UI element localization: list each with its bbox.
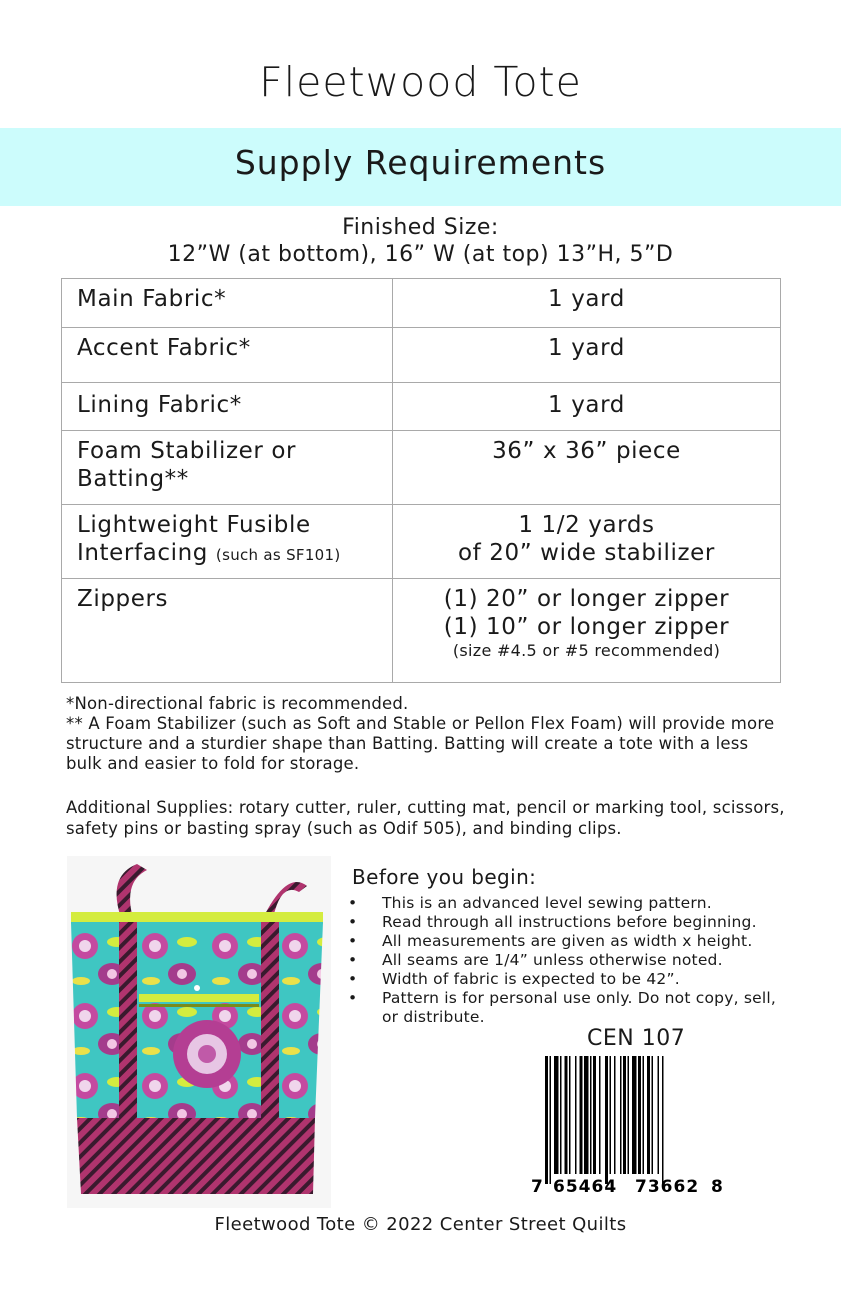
barcode-bar: [605, 1056, 608, 1184]
list-item-text: Pattern is for personal use only. Do not copy, sell, or distribute.: [382, 989, 776, 1026]
barcode-graphic: [531, 1056, 726, 1196]
list-item: [348, 932, 788, 951]
barcode-digit: 8: [711, 1177, 723, 1196]
supply-qty: [393, 579, 781, 683]
supply-qty: 1 yard: [393, 328, 781, 383]
barcode-bar: [638, 1056, 641, 1174]
barcode-bar: [580, 1056, 583, 1174]
fabric-notes: [66, 694, 786, 774]
barcode-bar: [643, 1056, 645, 1174]
barcode-bar: [632, 1056, 637, 1174]
barcode-bar: [647, 1056, 650, 1174]
tote-bag-photo: [67, 856, 331, 1208]
bullet-icon: •: [348, 989, 358, 1007]
bullet-icon: •: [348, 913, 358, 931]
page-title: Fleetwood Tote: [259, 58, 582, 106]
barcode-bar: [628, 1056, 630, 1174]
supply-item-line: Lightweight Fusible: [77, 512, 311, 538]
supply-table: [61, 278, 781, 683]
note-text: *Non-directional fabric is recommended.: [66, 694, 409, 713]
barcode-bar: [662, 1056, 664, 1184]
supply-item: Main Fabric*: [62, 279, 393, 328]
barcode-bar: [610, 1056, 612, 1174]
supply-item-line: [77, 539, 377, 569]
list-item: [348, 894, 788, 913]
barcode-bar: [550, 1056, 552, 1184]
finished-size-label: Finished Size:: [342, 215, 499, 240]
barcode-digit: 7: [531, 1177, 543, 1196]
supply-qty-line: (1) 20” or longer zipper: [443, 586, 730, 612]
table-row: [62, 505, 781, 579]
supply-qty-line: 1 1/2 yards: [518, 512, 655, 538]
tote-bag-illustration: [67, 856, 331, 1208]
barcode-bar: [560, 1056, 562, 1174]
supply-qty-note: (size #4.5 or #5 recommended): [452, 641, 721, 660]
bullet-icon: •: [348, 932, 358, 950]
bullet-icon: •: [348, 894, 358, 912]
barcode-bar: [565, 1056, 568, 1174]
product-code: CEN 107: [587, 1026, 686, 1051]
barcode-bar: [575, 1056, 577, 1174]
table-row: [62, 279, 781, 328]
supply-qty: 36” x 36” piece: [393, 431, 781, 505]
barcode-bar: [614, 1056, 616, 1174]
supply-item: Accent Fabric*: [62, 328, 393, 383]
table-row: [62, 383, 781, 431]
supply-qty-line: of 20” wide stabilizer: [458, 540, 715, 566]
barcode-bar: [620, 1056, 622, 1174]
list-item: [348, 951, 788, 970]
barcode-bar: [590, 1056, 592, 1174]
section-title: Supply Requirements: [234, 143, 607, 182]
supply-item: Zippers: [62, 579, 393, 683]
barcode-bar: [545, 1056, 548, 1184]
list-item-text: All seams are 1/4” unless otherwise noted.: [382, 951, 723, 969]
list-item-text: Width of fabric is expected to be 42”.: [382, 970, 680, 988]
supply-item: Lining Fabric*: [62, 383, 393, 431]
supply-item-line: Batting**: [77, 466, 189, 492]
supply-item-line: Foam Stabilizer or: [77, 438, 297, 464]
list-item: [348, 989, 788, 1027]
barcode-bar: [599, 1056, 601, 1174]
list-item: [348, 913, 788, 932]
supply-item: [62, 431, 393, 505]
finished-size: [0, 214, 841, 268]
barcode-bar: [554, 1056, 559, 1174]
note-text: ** A Foam Stabilizer (such as Soft and Stable or Pellon Flex Foam) will provide more structure and a sturdier shape than Batting. Batting will create a tote with a less bulk and easier to fold for storage.: [66, 714, 775, 773]
barcode-bar: [584, 1056, 589, 1174]
before-list: [348, 894, 788, 1027]
supply-qty: [393, 505, 781, 579]
additional-supplies: Additional Supplies: rotary cutter, ruler, cutting mat, pencil or marking tool, scissors, safety pins or basting spray (such as Odif 505), and binding clips.: [66, 798, 785, 838]
barcode-bar: [658, 1056, 660, 1174]
finished-size-value: 12”W (at bottom), 16” W (at top) 13”H, 5”D: [167, 242, 674, 267]
barcode-bar: [569, 1056, 571, 1174]
barcode-digits: 65464: [553, 1177, 618, 1196]
barcode-bar: [623, 1056, 626, 1174]
barcode-digits: 73662: [635, 1177, 700, 1196]
barcode: [531, 1056, 726, 1196]
bullet-icon: •: [348, 951, 358, 969]
list-item: [348, 970, 788, 989]
list-item-text: Read through all instructions before beginning.: [382, 913, 757, 931]
bullet-icon: •: [348, 970, 358, 988]
supply-qty: 1 yard: [393, 383, 781, 431]
list-item-text: All measurements are given as width x height.: [382, 932, 753, 950]
supply-qty-line: (1) 10” or longer zipper: [443, 614, 730, 640]
supply-item-note: (such as SF101): [215, 546, 341, 564]
table-row: [62, 579, 781, 683]
supply-item: [62, 505, 393, 579]
supply-qty: 1 yard: [393, 279, 781, 328]
table-row: [62, 328, 781, 383]
barcode-bar: [652, 1056, 654, 1174]
footer-copyright: Fleetwood Tote © 2022 Center Street Quilts: [214, 1214, 627, 1235]
before-heading: Before you begin:: [352, 865, 537, 889]
list-item-text: This is an advanced level sewing pattern.: [382, 894, 712, 912]
table-row: [62, 431, 781, 505]
barcode-bar: [593, 1056, 596, 1174]
supply-item-text: Interfacing: [77, 540, 208, 566]
